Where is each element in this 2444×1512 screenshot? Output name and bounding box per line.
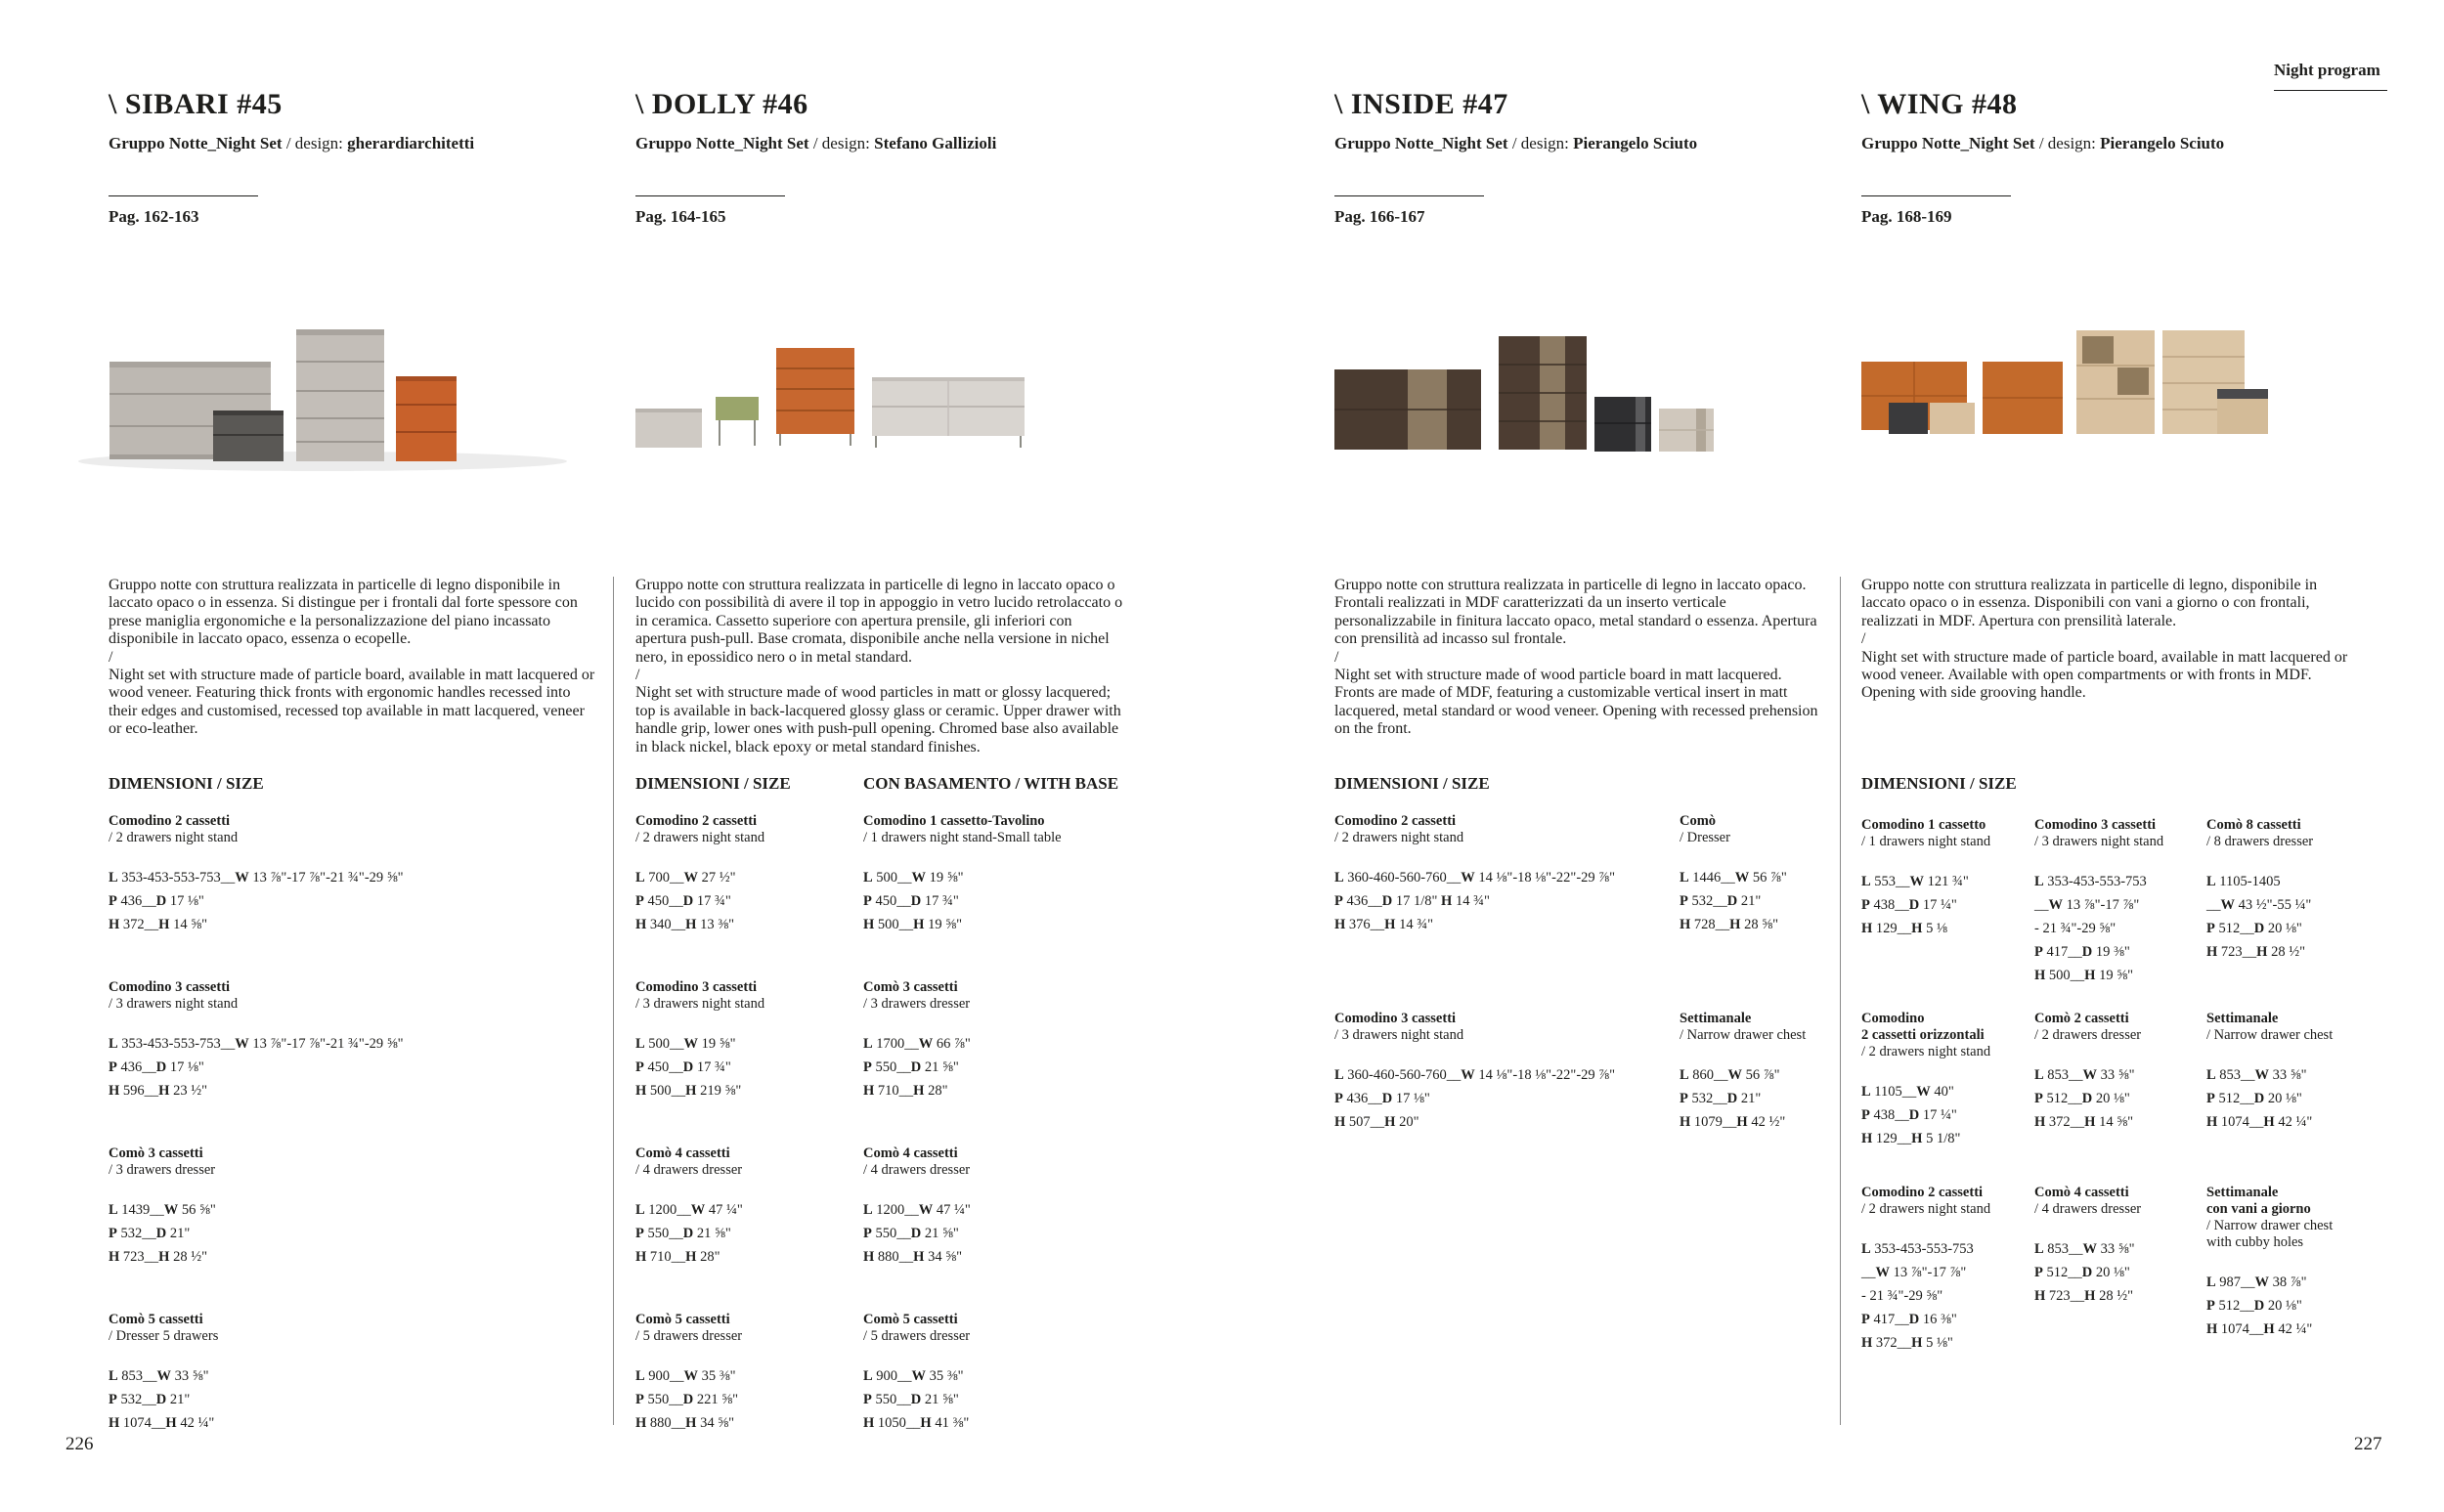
page-reference: Pag. 164-165 <box>635 207 726 226</box>
section-label-underline <box>2274 90 2387 91</box>
dimension-item <box>1861 817 1990 940</box>
item-name-line2: con vani a giorno <box>2206 1201 2311 1217</box>
item-name: Comodino 2 cassetti <box>1334 813 1457 829</box>
product-title: \ WING #48 <box>1861 88 2018 120</box>
item-subtitle: / Narrow drawer chest <box>2206 1027 2334 1043</box>
item-measures <box>2034 870 2163 987</box>
measure-row: P 532__D 21" <box>109 1226 191 1241</box>
dimension-item <box>635 979 764 1102</box>
description-english: Night set with structure made of particle board, available in matt lacquered or wood veneer. Featuring thick fronts with ergonomic handles recessed into their edges and customised, recessed top available in matt lacquered, veneer or eco-leather. <box>109 667 595 738</box>
measure-row: H 129__H 5 ⅛ <box>1861 921 1947 936</box>
measure-row: P 550__D 21 ⅝" <box>863 1059 959 1075</box>
measure-row: H 1050__H 41 ⅜" <box>863 1415 970 1431</box>
measure-row: L 900__W 35 ⅜" <box>635 1368 736 1384</box>
description-separator: / <box>1861 630 1866 648</box>
measure-row: P 417__D 19 ⅜" <box>2034 944 2130 960</box>
item-measures <box>2034 1063 2141 1134</box>
description-italian: Gruppo notte con struttura realizzata in particelle di legno in laccato opaco. Frontali realizzati in MDF caratterizzati da un inserto verticale personalizzabile in finitura laccato opaco, metal standard o essenza. Apertura con prensilità ad incasso sul frontale. <box>1334 577 1817 648</box>
dimensions-heading: DIMENSIONI / SIZE <box>1861 774 2017 793</box>
description-english: Night set with structure made of particle board, available in matt lacquered or wood veneer. Available with open compartments or with fronts in MDF. Opening with side grooving handle. <box>1861 648 2348 702</box>
dimension-item <box>2034 817 2163 987</box>
item-measures <box>2206 1063 2333 1134</box>
item-name: Comò <box>1680 813 1717 829</box>
subtitle-prefix: Gruppo Notte_Night Set <box>635 134 809 152</box>
measure-row: L 853__W 33 ⅝" <box>2034 1241 2135 1257</box>
measure-row: L 1439__W 56 ⅝" <box>109 1202 216 1218</box>
measure-row: H 1074__H 42 ¼" <box>2206 1321 2313 1337</box>
measure-row: H 372__H 14 ⅝" <box>2034 1114 2133 1130</box>
measure-row: H 376__H 14 ¾" <box>1334 917 1433 932</box>
page-reference: Pag. 162-163 <box>109 207 199 226</box>
item-subtitle: / 2 drawers night stand <box>109 830 239 845</box>
item-name: Settimanale <box>2206 1011 2279 1026</box>
dimension-item <box>2206 1185 2333 1341</box>
measure-row: P 550__D 21 ⅝" <box>635 1226 731 1241</box>
measure-row: H 129__H 5 1/8" <box>1861 1131 1961 1146</box>
measure-row: H 723__H 28 ½" <box>2206 944 2305 960</box>
measure-row: H 507__H 20" <box>1334 1114 1419 1130</box>
measure-row: H 596__H 23 ½" <box>109 1083 207 1099</box>
measure-row: H 1074__H 42 ¼" <box>2206 1114 2313 1130</box>
item-measures <box>2034 1237 2141 1308</box>
measure-row: L 1105-1405 <box>2206 874 2281 889</box>
item-measures <box>2206 1271 2333 1341</box>
item-subtitle: / 4 drawers dresser <box>635 1162 743 1178</box>
item-subtitle: / 1 drawers night stand-Small table <box>863 830 1062 845</box>
item-name: Comodino 2 cassetti <box>1861 1185 1984 1200</box>
item-measures <box>863 1364 970 1435</box>
measure-row: L 360-460-560-760__W 14 ⅛"-18 ⅛"-22"-29 ⅞" <box>1334 1067 1616 1083</box>
measure-row: L 1446__W 56 ⅞" <box>1680 870 1787 886</box>
item-name: Comodino 3 cassetti <box>109 979 231 995</box>
measure-row: H 728__H 28 ⅝" <box>1680 917 1778 932</box>
product-description <box>1861 577 2350 703</box>
measure-row: L 500__W 19 ⅝" <box>635 1036 736 1052</box>
item-measures <box>109 1364 218 1435</box>
item-measures <box>635 1364 742 1435</box>
item-name: Comodino <box>1861 1011 1925 1026</box>
measure-row: P 512__D 20 ⅛" <box>2034 1091 2130 1106</box>
dimension-item <box>635 1312 742 1435</box>
measure-row: P 532__D 21" <box>109 1392 191 1407</box>
measure-row: L 853__W 33 ⅝" <box>109 1368 209 1384</box>
item-subtitle: / 2 drawers night stand <box>1861 1044 1991 1059</box>
design-label: / design: <box>1507 134 1574 152</box>
designer-name: Pierangelo Sciuto <box>1573 134 1698 152</box>
measure-row: H 710__H 28" <box>863 1083 948 1099</box>
dimensions-heading-with-base: CON BASAMENTO / WITH BASE <box>863 774 1119 793</box>
measure-row: L 353-453-553-753 <box>1861 1241 1974 1257</box>
measure-row: L 860__W 56 ⅞" <box>1680 1067 1780 1083</box>
item-name: Comodino 1 cassetto-Tavolino <box>863 813 1045 829</box>
item-subtitle-line2: with cubby holes <box>2206 1234 2304 1250</box>
measure-row: L 1700__W 66 ⅞" <box>863 1036 971 1052</box>
item-measures <box>635 1032 764 1102</box>
dimension-item <box>109 1312 218 1435</box>
item-name: Comodino 3 cassetti <box>2034 817 2157 833</box>
measure-row: L 900__W 35 ⅜" <box>863 1368 964 1384</box>
measure-row: L 1200__W 47 ¼" <box>863 1202 971 1218</box>
dimensions-heading: DIMENSIONI / SIZE <box>635 774 791 793</box>
measure-row: H 1079__H 42 ½" <box>1680 1114 1786 1130</box>
measure-row: L 1105__W 40" <box>1861 1084 1954 1100</box>
item-subtitle: / 2 drawers night stand <box>1334 830 1464 845</box>
item-subtitle: / Narrow drawer chest <box>2206 1218 2334 1233</box>
description-italian: Gruppo notte con struttura realizzata in particelle di legno in laccato opaco o lucido con possibilità di avere il top in appoggio in vetro lucido retrolaccato o in ceramica. Cassetto superiore con apertura prensile, gli inferiori con apertura push-pull. Base cromata, disponibile anche nella versione in nichel nero, in epossidico nero o in metal standard. <box>635 577 1123 666</box>
dimension-item <box>863 813 1062 936</box>
measure-row: L 700__W 27 ½" <box>635 870 736 886</box>
item-name: Comodino 2 cassetti <box>635 813 758 829</box>
item-subtitle: / 1 drawers night stand <box>1861 834 1991 849</box>
dimension-item <box>1680 1011 1806 1134</box>
measure-row: P 512__D 20 ⅛" <box>2034 1265 2130 1280</box>
item-subtitle: / Narrow drawer chest <box>1680 1027 1807 1043</box>
dimension-item <box>2034 1011 2141 1134</box>
description-english: Night set with structure made of wood particles in matt or glossy lacquered; top is available in back-lacquered glossy glass or ceramic. Upper drawer with handle grip, lower ones with push-pull opening. Chromed base also available in black nickel, black epoxy or metal standard finishes. <box>635 684 1121 756</box>
measure-row: L 500__W 19 ⅝" <box>863 870 964 886</box>
subtitle-prefix: Gruppo Notte_Night Set <box>1334 134 1508 152</box>
description-english: Night set with structure made of wood particle board in matt lacquered. Fronts are made of MDF, featuring a customizable vertical insert in matt lacquered, metal standard or wood veneer. Opening with recessed prehension on the front. <box>1334 667 1818 738</box>
item-measures <box>109 1198 216 1269</box>
item-name: Comò 3 cassetti <box>109 1145 203 1161</box>
product-subtitle <box>635 134 996 153</box>
measure-row: P 436__D 17 ⅛" <box>1334 1091 1430 1106</box>
product-subtitle <box>1334 134 1697 153</box>
item-measures <box>863 866 1062 936</box>
measure-row: H 1074__H 42 ¼" <box>109 1415 215 1431</box>
product-photo-wing <box>1848 313 2395 459</box>
item-subtitle: / 5 drawers dresser <box>635 1328 743 1344</box>
product-subtitle <box>1861 134 2224 153</box>
measure-row: H 723__H 28 ½" <box>2034 1288 2133 1304</box>
measure-row: __W 43 ½"-55 ¼" <box>2206 897 2312 913</box>
item-measures <box>1334 866 1615 936</box>
dimension-item <box>863 1312 970 1435</box>
description-italian: Gruppo notte con struttura realizzata in particelle di legno, disponibile in laccato opaco o in essenza. Disponibili con vani a giorno o con frontali, realizzati in MDF. Apertura con prensilità laterale. <box>1861 577 2318 629</box>
product-title: \ DOLLY #46 <box>635 88 808 120</box>
item-subtitle: / 2 drawers dresser <box>2034 1027 2142 1043</box>
item-subtitle: / 3 drawers night stand <box>2034 834 2164 849</box>
item-measures <box>863 1032 971 1102</box>
measure-row: L 360-460-560-760__W 14 ⅛"-18 ⅛"-22"-29 ⅞" <box>1334 870 1616 886</box>
column-divider <box>1840 577 1841 1425</box>
measure-row: L 553__W 121 ¾" <box>1861 874 1969 889</box>
measure-row: P 532__D 21" <box>1680 893 1762 909</box>
measure-row: H 710__H 28" <box>635 1249 720 1265</box>
dimensions-heading: DIMENSIONI / SIZE <box>1334 774 1490 793</box>
measure-row: P 436__D 17 ⅛" <box>109 893 204 909</box>
item-measures <box>1680 866 1787 936</box>
measure-row: P 438__D 17 ¼" <box>1861 1107 1957 1123</box>
subtitle-prefix: Gruppo Notte_Night Set <box>109 134 283 152</box>
designer-name: gherardiarchitetti <box>347 134 475 152</box>
dimension-item <box>1334 1011 1615 1134</box>
measure-row: P 417__D 16 ⅜" <box>1861 1312 1957 1327</box>
subtitle-prefix: Gruppo Notte_Night Set <box>1861 134 2035 152</box>
item-name: Comodino 3 cassetti <box>1334 1011 1457 1026</box>
measure-row: L 353-453-553-753__W 13 ⅞"-17 ⅞"-21 ¾"-29 ⅝" <box>109 870 404 886</box>
measure-row: H 500__H 219 ⅝" <box>635 1083 742 1099</box>
dimension-item <box>1680 813 1787 936</box>
measure-row: P 550__D 21 ⅝" <box>863 1392 959 1407</box>
product-photo-sibari <box>59 293 567 508</box>
dimension-item <box>1334 813 1615 936</box>
item-measures <box>1861 1080 1990 1150</box>
measure-row: P 512__D 20 ⅛" <box>2206 921 2302 936</box>
item-measures <box>109 1032 404 1102</box>
item-subtitle: / 3 drawers night stand <box>1334 1027 1464 1043</box>
dimension-item <box>1861 1011 1990 1150</box>
item-name: Settimanale <box>1680 1011 1752 1026</box>
measure-row: __W 13 ⅞"-17 ⅞" <box>2034 897 2140 913</box>
item-name: Comò 5 cassetti <box>635 1312 730 1327</box>
description-separator: / <box>109 648 113 666</box>
dimensions-heading: DIMENSIONI / SIZE <box>109 774 264 793</box>
measure-row: H 340__H 13 ⅜" <box>635 917 734 932</box>
dimension-item <box>863 979 971 1102</box>
measure-row: P 436__D 17 ⅛" <box>109 1059 204 1075</box>
description-separator: / <box>635 667 640 684</box>
dimension-item <box>863 1145 971 1269</box>
item-subtitle: / 4 drawers dresser <box>2034 1201 2142 1217</box>
measure-row: P 450__D 17 ¾" <box>635 1059 731 1075</box>
measure-row: L 353-453-553-753__W 13 ⅞"-17 ⅞"-21 ¾"-29 ⅝" <box>109 1036 404 1052</box>
section-label: Night program <box>2274 61 2380 79</box>
designer-name: Pierangelo Sciuto <box>2100 134 2225 152</box>
dimension-item <box>109 813 404 936</box>
column-divider <box>613 577 614 1425</box>
page-number-right: 227 <box>2354 1434 2382 1454</box>
page-number-left: 226 <box>65 1434 94 1454</box>
item-subtitle: / 3 drawers night stand <box>109 996 239 1012</box>
item-measures <box>1861 870 1990 940</box>
measure-row: H 500__H 19 ⅝" <box>2034 968 2133 983</box>
measure-row: H 880__H 34 ⅝" <box>863 1249 962 1265</box>
description-italian: Gruppo notte con struttura realizzata in particelle di legno disponibile in laccato opaco o in essenza. Si distingue per i frontali dal forte spessore con prese maniglia ergonomiche e la personalizzazione del piano incassato disponibile in laccato opaco, essenza o ecopelle. <box>109 577 578 648</box>
item-measures <box>635 1198 743 1269</box>
measure-row: H 372__H 5 ⅛" <box>1861 1335 1953 1351</box>
product-photo-dolly <box>616 313 1144 469</box>
measure-row: P 532__D 21" <box>1680 1091 1762 1106</box>
dimension-item <box>1861 1185 1990 1355</box>
measure-row: H 723__H 28 ½" <box>109 1249 207 1265</box>
item-subtitle: / 8 drawers dresser <box>2206 834 2314 849</box>
item-measures <box>1861 1237 1990 1355</box>
product-subtitle <box>109 134 474 153</box>
description-separator: / <box>1334 648 1339 666</box>
measure-row: L 853__W 33 ⅝" <box>2206 1067 2307 1083</box>
item-subtitle: / 2 drawers night stand <box>1861 1201 1991 1217</box>
measure-row: P 438__D 17 ¼" <box>1861 897 1957 913</box>
measure-row: - 21 ¾"-29 ⅝" <box>1861 1288 1943 1304</box>
measure-row: P 450__D 17 ¾" <box>635 893 731 909</box>
item-subtitle: / 5 drawers dresser <box>863 1328 971 1344</box>
item-subtitle: / 2 drawers night stand <box>635 830 765 845</box>
dimension-item <box>2034 1185 2141 1308</box>
title-rule <box>109 195 258 196</box>
item-name: Comò 5 cassetti <box>863 1312 958 1327</box>
title-rule <box>1334 195 1484 196</box>
page-reference: Pag. 168-169 <box>1861 207 1952 226</box>
item-subtitle: / 3 drawers night stand <box>635 996 765 1012</box>
title-rule <box>635 195 785 196</box>
item-name: Comodino 3 cassetti <box>635 979 758 995</box>
measure-row: __W 13 ⅞"-17 ⅞" <box>1861 1265 1967 1280</box>
item-name: Comò 5 cassetti <box>109 1312 203 1327</box>
item-name: Settimanale <box>2206 1185 2279 1200</box>
dimension-item <box>635 813 764 936</box>
dimension-item <box>109 1145 216 1269</box>
item-name: Comò 3 cassetti <box>863 979 958 995</box>
product-title: \ INSIDE #47 <box>1334 88 1508 120</box>
dimension-item <box>2206 817 2313 964</box>
item-name: Comò 4 cassetti <box>635 1145 730 1161</box>
product-description <box>1334 577 1823 739</box>
dimension-item <box>109 979 404 1102</box>
item-name: Comò 2 cassetti <box>2034 1011 2129 1026</box>
item-subtitle: / Dresser <box>1680 830 1730 845</box>
designer-name: Stefano Gallizioli <box>874 134 997 152</box>
measure-row: P 436__D 17 1/8" H 14 ¾" <box>1334 893 1490 909</box>
measure-row: - 21 ¾"-29 ⅝" <box>2034 921 2117 936</box>
design-label: / design: <box>282 134 348 152</box>
item-subtitle: / 3 drawers dresser <box>109 1162 216 1178</box>
measure-row: P 450__D 17 ¾" <box>863 893 959 909</box>
item-name: Comò 4 cassetti <box>863 1145 958 1161</box>
item-measures <box>635 866 764 936</box>
measure-row: P 550__D 21 ⅝" <box>863 1226 959 1241</box>
item-measures <box>1680 1063 1806 1134</box>
product-description <box>635 577 1124 756</box>
item-subtitle: / 3 drawers dresser <box>863 996 971 1012</box>
measure-row: H 880__H 34 ⅝" <box>635 1415 734 1431</box>
item-measures <box>2206 870 2313 964</box>
item-name: Comodino 1 cassetto <box>1861 817 1986 833</box>
design-label: / design: <box>2034 134 2101 152</box>
product-photo-inside <box>1325 323 1843 469</box>
measure-row: P 512__D 20 ⅛" <box>2206 1298 2302 1314</box>
measure-row: L 853__W 33 ⅝" <box>2034 1067 2135 1083</box>
item-measures <box>863 1198 971 1269</box>
measure-row: H 372__H 14 ⅝" <box>109 917 207 932</box>
item-measures <box>1334 1063 1615 1134</box>
product-description <box>109 577 597 739</box>
measure-row: L 353-453-553-753 <box>2034 874 2147 889</box>
dimension-item <box>2206 1011 2333 1134</box>
dimension-item <box>635 1145 743 1269</box>
measure-row: L 1200__W 47 ¼" <box>635 1202 743 1218</box>
item-measures <box>109 866 404 936</box>
design-label: / design: <box>808 134 875 152</box>
measure-row: P 512__D 20 ⅛" <box>2206 1091 2302 1106</box>
item-name-line2: 2 cassetti orizzontali <box>1861 1027 1985 1043</box>
measure-row: H 500__H 19 ⅝" <box>863 917 962 932</box>
item-subtitle: / Dresser 5 drawers <box>109 1328 219 1344</box>
item-name: Comodino 2 cassetti <box>109 813 231 829</box>
page-reference: Pag. 166-167 <box>1334 207 1425 226</box>
title-rule <box>1861 195 2011 196</box>
measure-row: P 550__D 221 ⅝" <box>635 1392 739 1407</box>
measure-row: L 987__W 38 ⅞" <box>2206 1274 2307 1290</box>
item-name: Comò 8 cassetti <box>2206 817 2301 833</box>
item-subtitle: / 4 drawers dresser <box>863 1162 971 1178</box>
item-name: Comò 4 cassetti <box>2034 1185 2129 1200</box>
product-title: \ SIBARI #45 <box>109 88 283 120</box>
